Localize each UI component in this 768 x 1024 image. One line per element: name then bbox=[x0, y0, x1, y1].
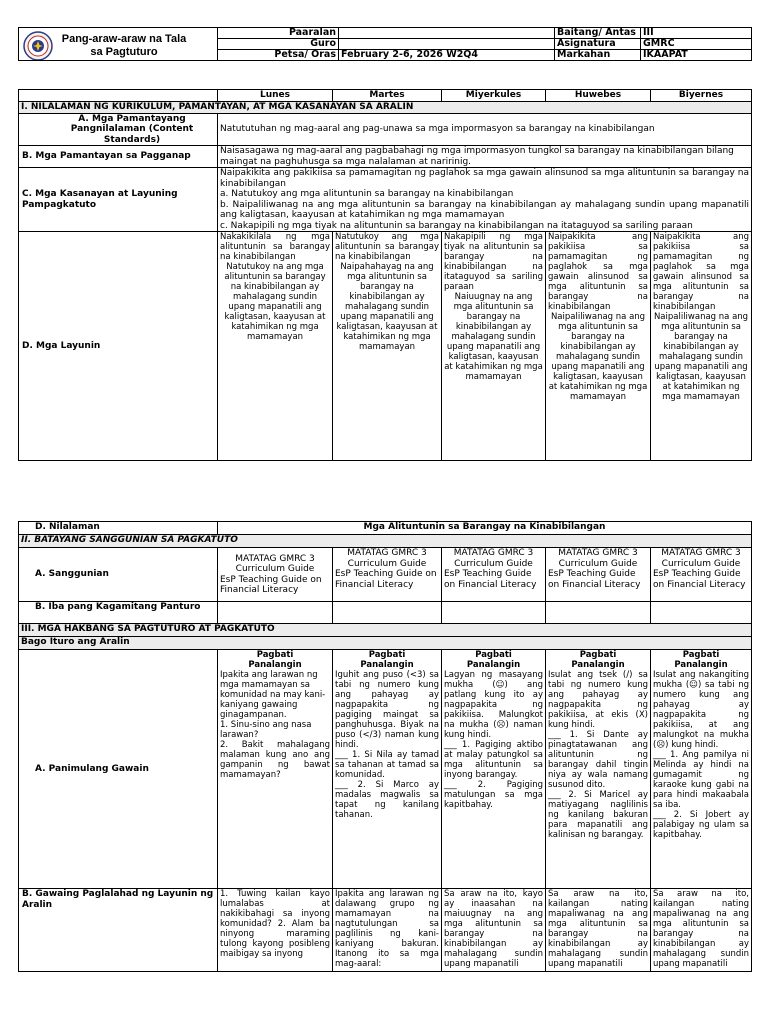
panimula-huwebes: Pagbati Panalangin Isulat ang tsek (/) sa tabi ng numero kung ang pahayag ay nagpapakita ng pakikiisa, at ekis (X) kung hindi. ___ 1. Si Dante ay pinagtatawanan ang alituntunin ng barangay dahil tingin niya ay wala namang susunod dito. ___ 2. Si Maricel ay matiyagang naglilinis ng kanilang bakuran para mapanatili ang kalinisan ng barangay. bbox=[546, 650, 651, 889]
gawain-b-lunes: 1. Tuwing kailan kayo lumalabas at nakikibahagi sa inyong komunidad? 2. Alam ba ninyong maraming tulong kayong posibleng maibigay sa inyong bbox=[218, 889, 333, 972]
day-biyernes: Biyernes bbox=[651, 90, 752, 102]
deped-seal-icon bbox=[23, 31, 53, 61]
sanggunian-martes: MATATAG GMRC 3 Curriculum Guide EsP Teaching Guide on Financial Literacy bbox=[333, 548, 442, 602]
sanggunian-miyerkules: MATATAG GMRC 3 Curriculum Guide EsP Teaching Guide on Financial Literacy bbox=[442, 548, 546, 602]
paaralan-label: Paaralan bbox=[218, 28, 339, 39]
asignatura-value: GMRC bbox=[641, 39, 752, 50]
gawain-b-biyernes: Sa araw na ito, kailangan nating mapaliwanag na ang mga alituntunin sa barangay na kinabibilangan ay mahalagang sundin upang mapanatili bbox=[651, 889, 752, 972]
baitang-label: Baitang/ Antas bbox=[555, 28, 641, 39]
markahan-label: Markahan bbox=[555, 50, 641, 61]
baitang-value: III bbox=[641, 28, 752, 39]
section3-title: III. MGA HAKBANG SA PAGTUTURO AT PAGKATUTO bbox=[19, 624, 752, 637]
gawain-b-miyerkules: Sa araw na ito, kayo ay inaasahan na maiuugnay na ang mga alituntunin sa barangay na kinabibilangan ay mahalagang sundin upang mapanatili bbox=[442, 889, 546, 972]
objective-martes: Natutukoy ang mga alituntunin sa barangay na kinabibilangan Naipahahayag na ang mga alituntunin sa barangay na kinabibilangan ay mahalagang sundin upang mapanatili ang kaligtasan, kaayusan at katahimikan ng mga mamamayan bbox=[333, 232, 442, 461]
competency-a: a. Natutukoy ang mga alituntunin sa barangay na kinabibilangan bbox=[220, 189, 514, 199]
petsa-label: Petsa/ Oras bbox=[218, 50, 339, 61]
days-header-row bbox=[19, 90, 752, 102]
objective-huwebes: Naipakikita ang pakikiisa sa pamamagitan ng paglahok sa mga gawain alinsunod sa mga alituntunin sa barangay na kinabibilangan Naipaliliwanag na ang mga alituntunin sa barangay na kinabibilangan ay mahalagang sundin upang mapanatili ang kaligtasan, kaayusan at katahimikan ng mga mamamayan bbox=[546, 232, 651, 461]
sanggunian-label: A. Sanggunian bbox=[19, 548, 218, 602]
panimula-biyernes: Pagbati Panalangin Isulat ang nakangiting mukha (☺) sa tabi ng numero kung ang pahayag ay nagpapakita ng pakikiisa, at ang malungkot na mukha (☹) kung hindi. ___ 1. Ang pamilya ni Melinda ay hindi na gumagamit ng karaoke kung gabi na para hindi makaabala sa iba. ___ 2. Si Jobert ay palabigay ng ulam sa kapitbahay. bbox=[651, 650, 752, 889]
day-miyerkules: Miyerkules bbox=[442, 90, 546, 102]
iba-kagamitan-label: B. Iba pang Kagamitang Panturo bbox=[19, 602, 218, 624]
competencies-label: C. Mga Kasanayan at Layuning Pampagkatuto bbox=[19, 168, 218, 232]
nilalaman-label: D. Nilalaman bbox=[19, 522, 218, 535]
panimula-miyerkules: Pagbati Panalangin Lagyan ng masayang mukha (☺) ang patlang kung ito ay nagpapakita ng pakikiisa. Malungkot na mukha (☹) naman kung hindi. ___ 1. Pagiging aktibo at malay patungkol sa mga alituntunin sa inyong barangay. ___ 2. Pagiging matulungan sa mga kapitbahay. bbox=[442, 650, 546, 889]
sanggunian-lunes: MATATAG GMRC 3 Curriculum Guide EsP Teaching Guide on Financial Literacy bbox=[218, 548, 333, 602]
objective-biyernes: Naipakikita ang pakikiisa sa pamamagitan ng paglahok sa mga gawain alinsunod sa mga alituntunin sa barangay na kinabibilangan Naipaliliwanag na ang mga alituntunin sa barangay na kinabibilangan ay mahalagang sundin upang mapanatili ang kaligtasan, kaayusan at katahimikan ng mga mamamayan bbox=[651, 232, 752, 461]
sanggunian-biyernes: MATATAG GMRC 3 Curriculum Guide EsP Teaching Guide on Financial Literacy bbox=[651, 548, 752, 602]
section1-title: I. NILALAMAN NG KURIKULUM, PAMANTAYAN, AT MGA KASANAYAN SA ARALIN bbox=[19, 101, 752, 113]
lesson-table-part1 bbox=[18, 89, 752, 461]
performance-standards-text: Naisasagawa ng mag-aaral ang pagbabahagi ng mga impormasyon tungkol sa barangay na kinabibilangan bilang maingat na paghuhusga sa mga nalalaman at naririnig. bbox=[218, 146, 752, 168]
gawain-b-martes: Ipakita ang larawan ng dalawang grupo ng mamamayan na nagtutulungan sa paglilinis ng kani-kaniyang bakuran. Itanong ito sa mga mag-aaral: bbox=[333, 889, 442, 972]
panimula-lunes: Pagbati Panalangin Ipakita ang larawan ng mga mamamayan sa komunidad na may kani-kaniyang gawaing ginagampanan. 1. Sinu-sino ang nasa larawan? 2. Bakit mahalagang malaman kung ano ang gampanin ng bawat mamamayan? bbox=[218, 650, 333, 889]
guro-value bbox=[339, 39, 555, 50]
sanggunian-row bbox=[19, 548, 752, 602]
guro-label: Guro bbox=[218, 39, 339, 50]
gawain-b-huwebes: Sa araw na ito, kailangan nating mapaliwanag na ang mga alituntunin sa barangay na kinabibilangan ay mahalagang sundin upang mapanatili bbox=[546, 889, 651, 972]
day-lunes: Lunes bbox=[218, 90, 333, 102]
gawain-b-row bbox=[19, 889, 752, 972]
section2-title: II. BATAYANG SANGGUNIAN SA PAGKATUTO bbox=[19, 535, 752, 548]
day-martes: Martes bbox=[333, 90, 442, 102]
panimula-martes: Pagbati Panalangin Iguhit ang puso (<3) sa tabi ng numero kung ang pahayag ay nagpapakita ng pagiging maingat sa panghuhusga. Biyak na puso (</3) naman kung hindi. ___ 1. Si Nila ay tamad sa tahanan at tamad sa komunidad. ___ 2. Si Marco ay madalas magwalis sa tapat ng kanilang tahanan. bbox=[333, 650, 442, 889]
panimula-row bbox=[19, 650, 752, 889]
content-standards-text: Natututuhan ng mag-aaral ang pag-unawa sa mga impormasyon sa barangay na kinabibilangan bbox=[218, 113, 752, 146]
objectives-row bbox=[19, 232, 752, 461]
performance-standards-label: B. Mga Pamantayan sa Pagganap bbox=[19, 146, 218, 168]
objective-lunes: Nakakikilala ng mga alituntunin sa barangay na kinabibilangan Natutukoy na ang mga alituntunin sa barangay na kinabibilangan ay mahalagang sundin upang mapanatili ang kaligtasan, kaayusan at katahimikan ng mga mamamayan bbox=[218, 232, 333, 461]
page-title: Pang-araw-araw na Tala sa Pagtuturo bbox=[61, 33, 187, 58]
header-logo-cell bbox=[19, 28, 218, 61]
day-huwebes: Huwebes bbox=[546, 90, 651, 102]
competency-main: Naipakikita ang pakikiisa sa pamamagitan ng paglahok sa mga gawain alinsunod sa mga alituntunin sa barangay na kinabibilangan bbox=[220, 168, 749, 189]
paaralan-value bbox=[339, 28, 555, 39]
lesson-table-part2 bbox=[18, 521, 752, 972]
objectives-label: D. Mga Layunin bbox=[19, 232, 218, 461]
panimula-label: A. Panimulang Gawain bbox=[19, 650, 218, 889]
header-table bbox=[18, 27, 752, 61]
petsa-value: February 2-6, 2026 W2Q4 bbox=[339, 50, 555, 61]
content-standards-label: A. Mga Pamantayang Pangnilalaman (Content Standards) bbox=[19, 113, 218, 146]
competency-b: b. Naipaliliwanag na ang mga alituntunin sa barangay na kinabibilangan ay mahalagang sundin upang mapanatili ang kaligtasan, kaayusan at katahimikan ng mga mamamayan bbox=[220, 199, 749, 220]
sanggunian-huwebes: MATATAG GMRC 3 Curriculum Guide EsP Teaching Guide on Financial Literacy bbox=[546, 548, 651, 602]
gawain-b-label: B. Gawaing Paglalahad ng Layunin ng Aralin bbox=[19, 889, 218, 972]
asignatura-label: Asignatura bbox=[555, 39, 641, 50]
nilalaman-text: Mga Alituntunin sa Barangay na Kinabibilangan bbox=[218, 522, 752, 535]
competency-c: c. Nakapipili ng mga tiyak na alituntunin sa barangay na kinabibilangan na itataguyod sa sariling paraan bbox=[220, 220, 693, 231]
bago-ituro-label: Bago Ituro ang Aralin bbox=[19, 637, 752, 650]
objective-miyerkules: Nakapipili ng mga tiyak na alituntunin sa barangay na kinabibilangan na itataguyod sa sariling paraan Naiuugnay na ang mga alituntunin sa barangay na kinabibilangan ay mahalagang sundin upang mapanatili ang kaligtasan, kaayusan at katahimikan ng mga mamamayan bbox=[442, 232, 546, 461]
competencies-text bbox=[218, 168, 752, 232]
markahan-value: IKAAPAT bbox=[641, 50, 752, 61]
